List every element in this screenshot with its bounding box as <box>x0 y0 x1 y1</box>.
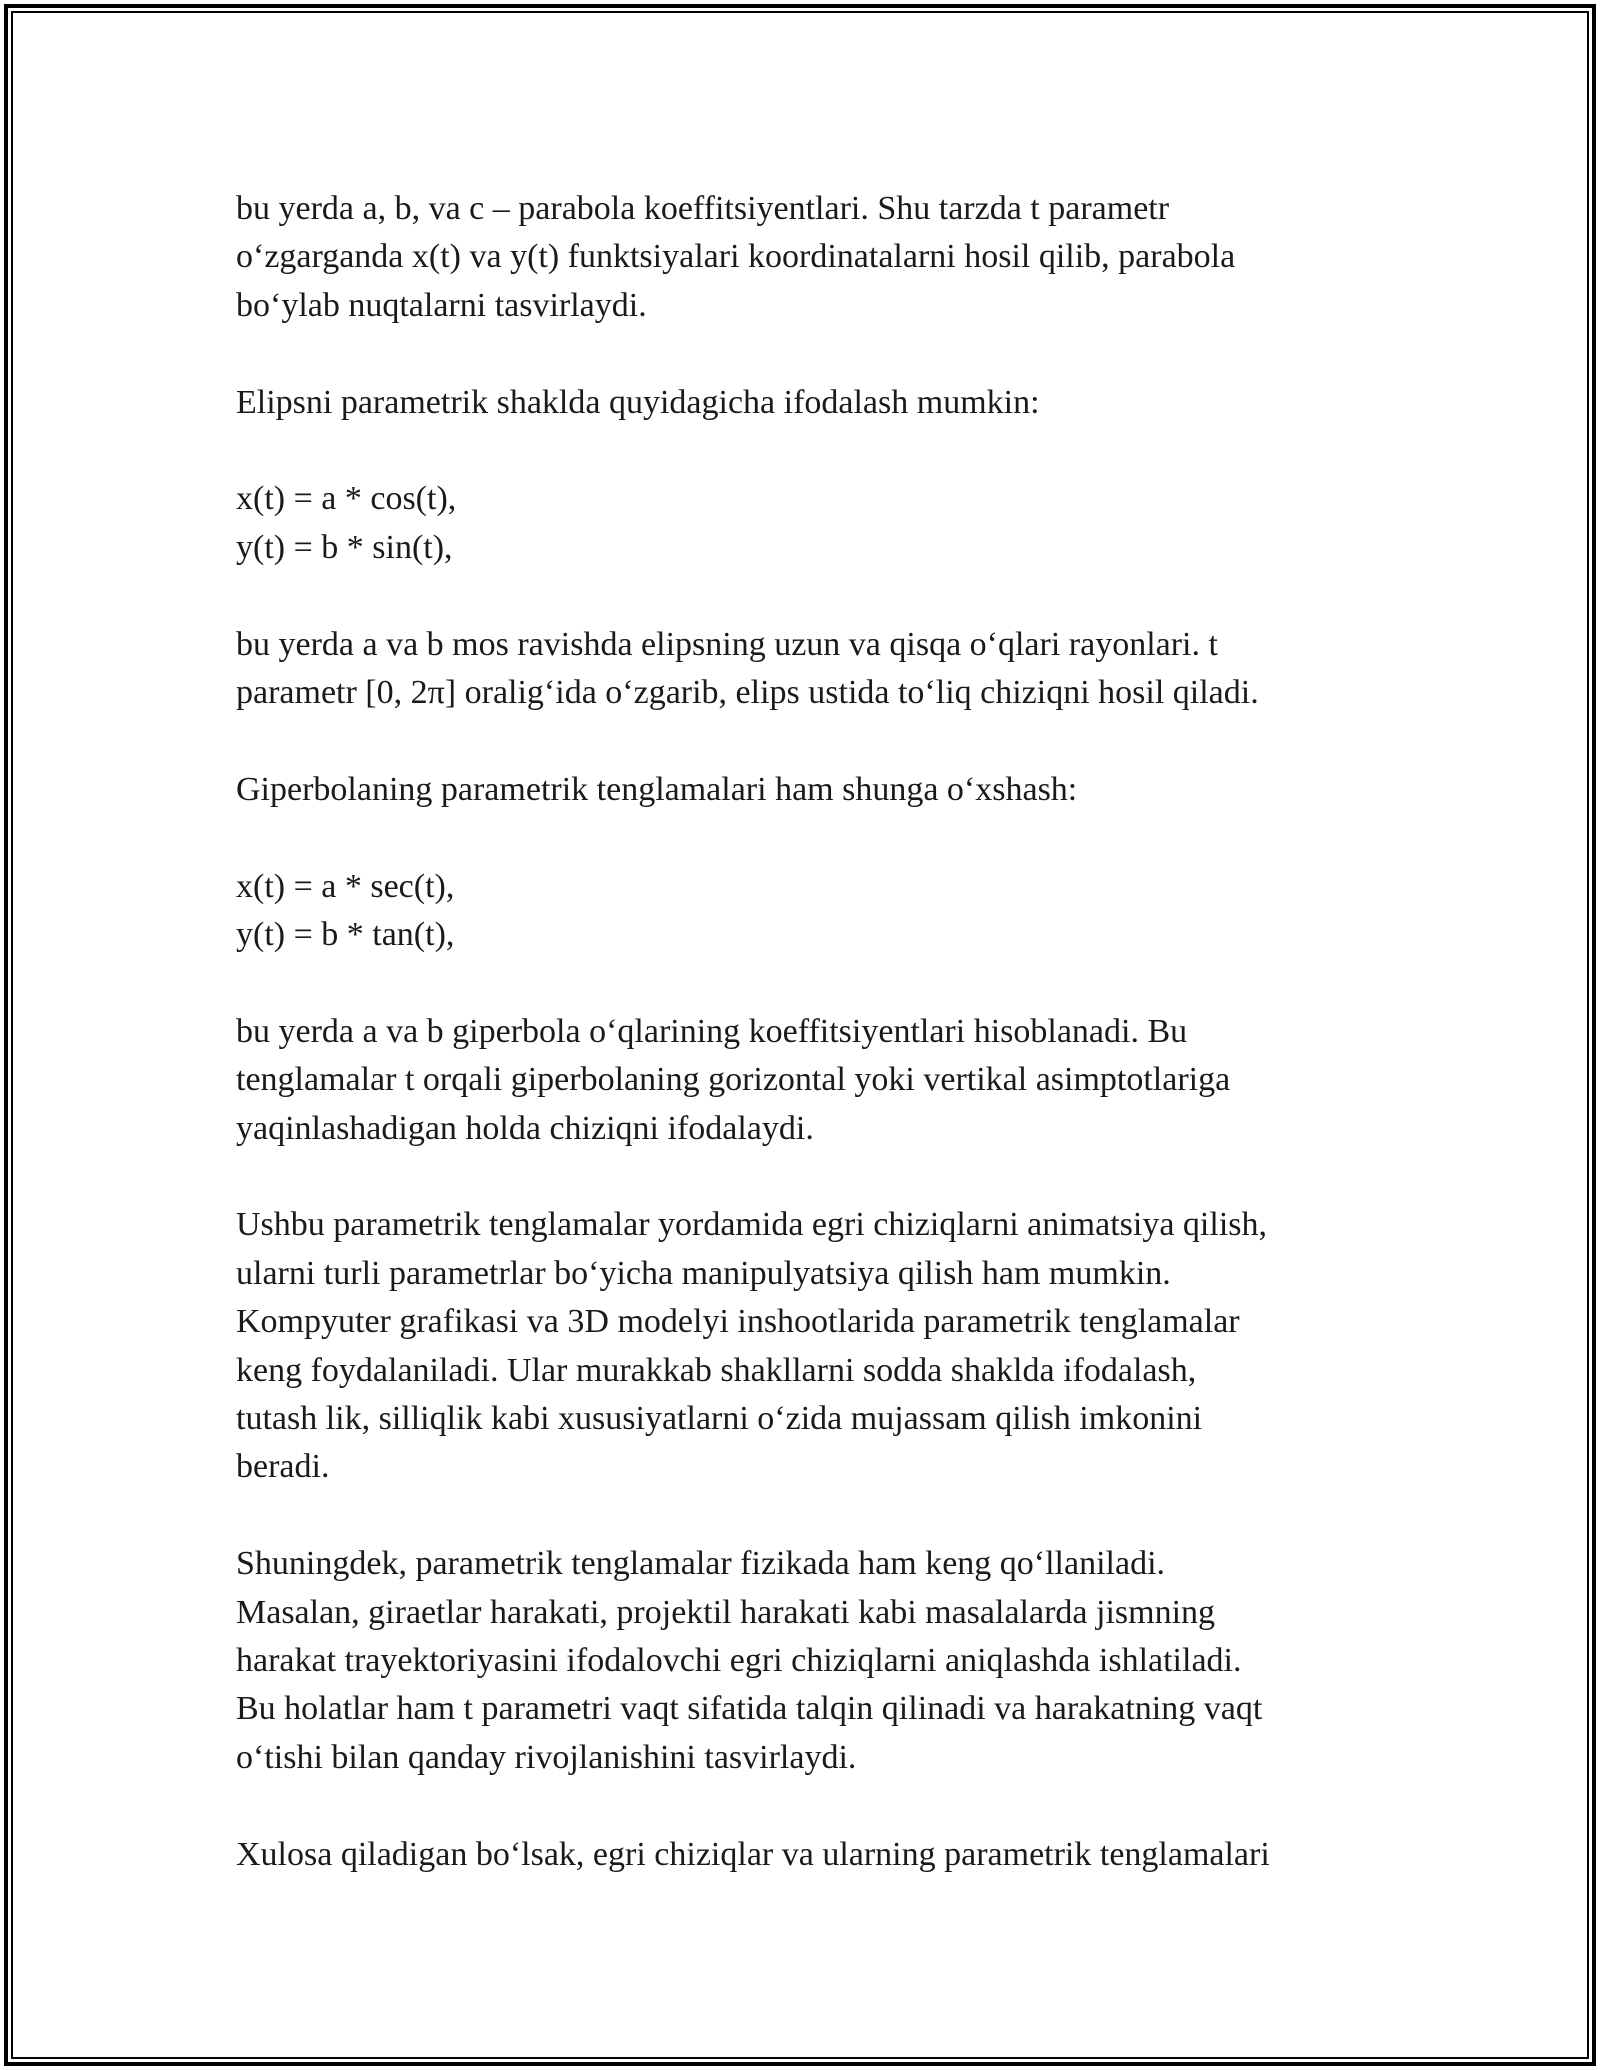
paragraph-conclusion: Xulosa qiladigan bo‘lsak, egri chiziqlar va ularning parametrik tenglamalari <box>236 1835 1270 1873</box>
paragraph-hyperbola-explanation: bu yerda a va b giperbola o‘qlarining koeffitsiyentlari hisoblanadi. Bu tenglamalar t orqali giperbolaning gorizontal yoki vertikal asimptotlariga yaqinlashadigan holda chiziqni ifodalaydi. <box>236 1012 1231 1147</box>
paragraph-parabola-explanation: bu yerda a, b, va c – parabola koeffitsiyentlari. Shu tarzda t parametr o‘zgarganda x(t) va y(t) funktsiyalari koordinatalarni hosil qilib, parabola bo‘ylab nuqtalarni tasvirlaydi. <box>236 190 1236 324</box>
equations-ellipse: x(t) = a * cos(t), y(t) = b * sin(t), <box>236 480 457 566</box>
paragraph-applications-physics: Shuningdek, parametrik tenglamalar fizikada ham keng qo‘llaniladi. Masalan, giraetlar harakati, projektil harakati kabi masalalarda jismning harakat trayektoriyasini ifodalovchi egri chiziqlarni aniqlashda ishlatiladi. Bu holatlar ham t parametri vaqt sifatida talqin qilinadi va harakatning vaqt o‘tishi bilan qanday rivojlanishini tasvirlaydi. <box>236 1545 1263 1776</box>
paragraph-ellipse-explanation: bu yerda a va b mos ravishda elipsning uzun va qisqa o‘qlari rayonlari. t parametr [0, 2π] oralig‘ida o‘zgarib, elips ustida to‘liq chiziqni hosil qiladi. <box>236 625 1259 712</box>
paragraph-ellipse-intro: Elipsni parametrik shaklda quyidagicha ifodalash mumkin: <box>236 383 1040 421</box>
paragraph-hyperbola-intro: Giperbolaning parametrik tenglamalari ham shunga o‘xshash: <box>236 770 1078 808</box>
equations-hyperbola: x(t) = a * sec(t), y(t) = b * tan(t), <box>236 867 455 954</box>
paragraph-applications-graphics: Ushbu parametrik tenglamalar yordamida egri chiziqlarni animatsiya qilish, ularni turli parametrlar bo‘yicha manipulyatsiya qilish ham mumkin. Kompyuter grafikasi va 3D modelyi inshootlarida parametrik tenglamalar keng foydalaniladi. Ular murakkab shakllarni sodda shaklda ifodalash, tutash lik, silliqlik kabi xususiyatlarni o‘zida mujassam qilish imkonini beradi. <box>236 1206 1268 1486</box>
document-body <box>236 185 1366 1879</box>
